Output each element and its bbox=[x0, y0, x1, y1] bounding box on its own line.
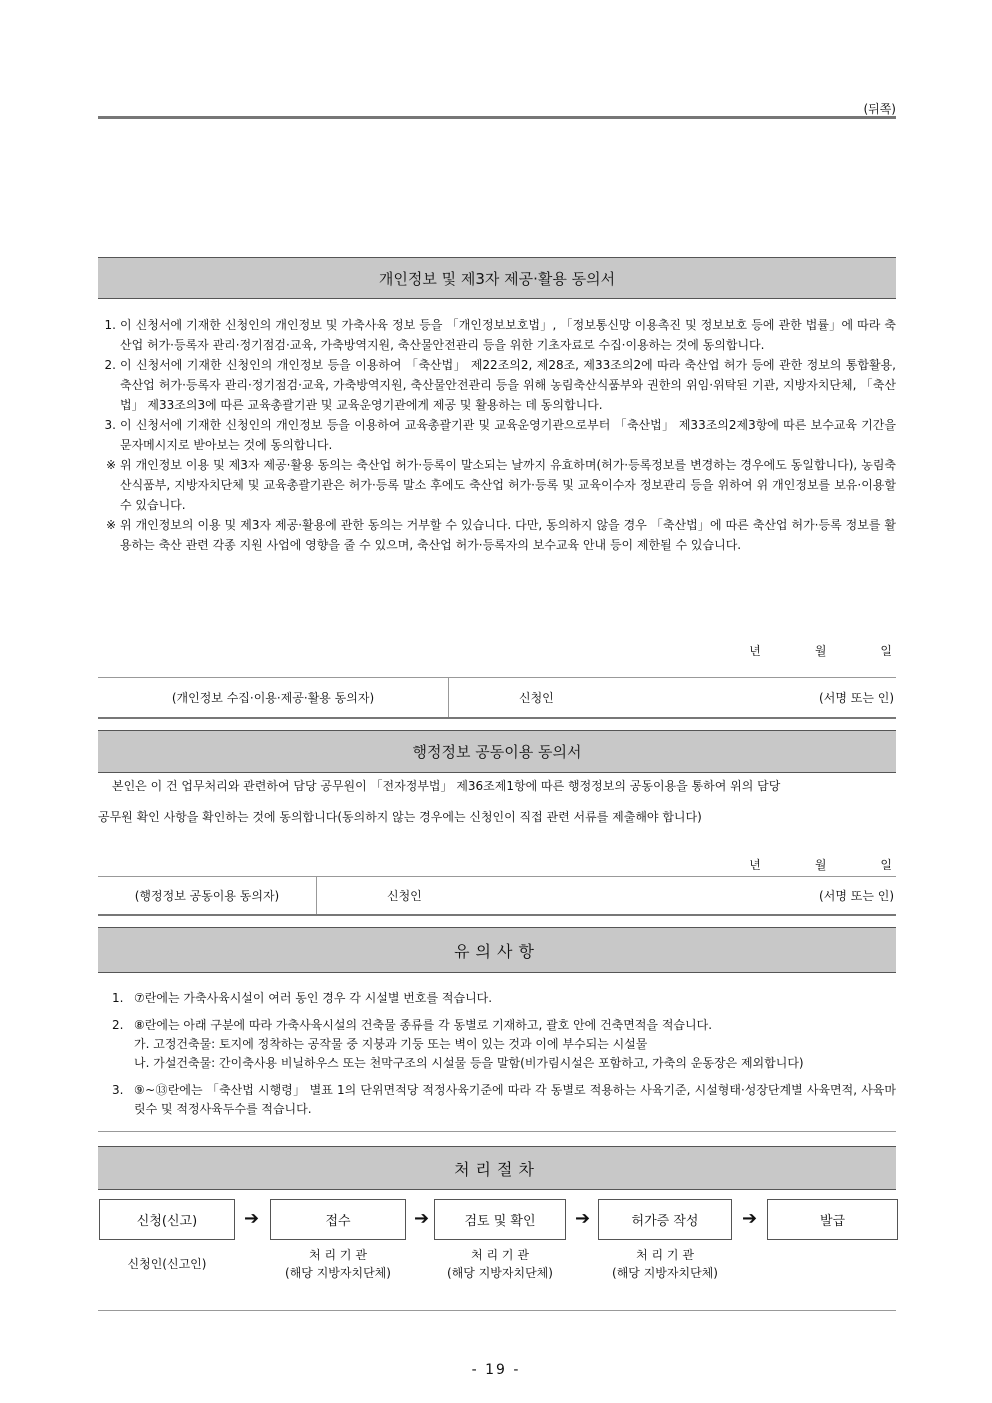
date-month: 월 bbox=[814, 644, 827, 658]
consent2-text-line2: 공무원 확인 사항을 확인하는 것에 동의합니다(동의하지 않는 경우에는 신청인이 직접 관련 서류를 제출해야 합니다) bbox=[98, 810, 702, 824]
arrow-right-icon: ➔ bbox=[742, 1208, 758, 1229]
process-actor-line: (해당 지방자치단체) bbox=[285, 1266, 391, 1280]
item-number: 3. bbox=[104, 418, 116, 432]
arrow-right-icon: ➔ bbox=[414, 1208, 430, 1229]
note-text: 위 개인정보의 이용 및 제3자 제공·활용에 관한 동의는 거부할 수 있습니다. 다만, 동의하지 않을 경우 「축산법」에 따른 축산업 허가·등록 정보를 활용하는 축산 관련 각종 지원 사업에 영향을 줄 수 있으며, 축산업 허가·등록자의 보수교육 안내 등이 제한될 수 있습니다. bbox=[120, 518, 896, 552]
item-text: ⑧란에는 아래 구분에 따라 가축사육시설의 건축물 종류를 각 동별로 기재하고, 괄호 안에 건축면적을 적습니다. bbox=[134, 1018, 713, 1032]
caution-subitem: 나. 가설건축물: 간이축사용 비닐하우스 또는 천막구조의 시설물 등을 말함(비가림시설은 포함하고, 가축의 운동장은 제외합니다) bbox=[134, 1056, 804, 1070]
consent2-sign-row bbox=[98, 876, 896, 916]
consent2-body bbox=[98, 776, 896, 827]
consent2-date bbox=[749, 856, 892, 873]
consent1-title: 개인정보 및 제3자 제공·활용 동의서 bbox=[98, 257, 896, 299]
consent2-signer-label: (행정정보 공동이용 동의자) bbox=[98, 877, 317, 914]
item-number: 2. bbox=[112, 1018, 124, 1032]
item-text: 이 신청서에 기재한 신청인의 개인정보 등을 이용하여 교육총괄기관 및 교육운영기관으로부터 「축산법」 제33조의2제3항에 따른 보수교육 기간을 문자메시지로 받아보는 것에 동의합니다. bbox=[120, 418, 896, 452]
date-day: 일 bbox=[880, 858, 892, 872]
consent2-signature-field[interactable]: (서명 또는 인) bbox=[819, 889, 894, 903]
process-actor bbox=[422, 1246, 578, 1282]
consent2-title: 행정정보 공동이용 동의서 bbox=[98, 730, 896, 773]
process-actor-line: 처 리 기 관 bbox=[636, 1248, 694, 1262]
process-actor bbox=[99, 1246, 235, 1273]
page-side-label: (뒤쪽) bbox=[863, 102, 896, 116]
item-number: 1. bbox=[104, 318, 116, 332]
process-actor-line: (해당 지방자치단체) bbox=[447, 1266, 553, 1280]
consent2-applicant-label: 신청인 bbox=[387, 889, 422, 903]
consent1-item bbox=[98, 355, 896, 415]
consent1-applicant-label: 신청인 bbox=[519, 691, 554, 705]
top-rule bbox=[98, 116, 896, 119]
process-actor bbox=[260, 1246, 416, 1282]
process-step-receive: 접수 bbox=[270, 1199, 406, 1240]
process-actor-line: 처 리 기 관 bbox=[309, 1248, 367, 1262]
arrow-right-icon: ➔ bbox=[244, 1208, 260, 1229]
date-month: 월 bbox=[814, 858, 827, 872]
item-number: 2. bbox=[104, 358, 116, 372]
consent1-date bbox=[749, 642, 892, 659]
process-step-issue: 발급 bbox=[767, 1199, 898, 1240]
consent2-text-line1: 본인은 이 건 업무처리와 관련하여 담당 공무원이 「전자정부법」 제36조제1항에 따른 행정정보의 공동이용을 통하여 위의 담당 bbox=[112, 779, 781, 793]
item-number: 1. bbox=[112, 991, 124, 1005]
caution-item bbox=[112, 1016, 896, 1073]
item-text: 이 신청서에 기재한 신청인의 개인정보 등을 이용하여 「축산법」 제22조의2, 제28조, 제33조의2에 따라 축산업 허가 등에 관한 정보의 통합활용, 축산업 허가·등록자 관리·정기점검·교육, 가축방역지원, 축산물안전관리 등을 위해 농림축산식품부와 권한의 위임·위탁된 기관, 지방자치단체, 「축산법」 제33조의3에 따른 교육총괄기관 및 교육운영기관에게 제공 및 활용하는 데 동의합니다. bbox=[120, 358, 896, 412]
date-day: 일 bbox=[880, 644, 892, 658]
page-number: - 19 - bbox=[471, 1362, 521, 1378]
process-actor bbox=[587, 1246, 743, 1282]
consent1-sign-row bbox=[98, 677, 896, 719]
consent1-signer-label: (개인정보 수집·이용·제공·활용 동의자) bbox=[98, 678, 449, 717]
process-actor-line: 처 리 기 관 bbox=[471, 1248, 529, 1262]
item-text: ⑦란에는 가축사육시설이 여러 동인 경우 각 시설별 번호를 적습니다. bbox=[134, 991, 493, 1005]
process-step-apply: 신청(신고) bbox=[99, 1199, 235, 1240]
process-actor-line: (해당 지방자치단체) bbox=[612, 1266, 718, 1280]
note-mark: ※ bbox=[105, 458, 116, 472]
caution-subitem: 가. 고정건축물: 토지에 정착하는 공작물 중 지붕과 기둥 또는 벽이 있는 것과 이에 부수되는 시설물 bbox=[134, 1037, 648, 1051]
consent1-note bbox=[98, 455, 896, 515]
note-mark: ※ bbox=[105, 518, 116, 532]
item-text: ⑨~⑬란에는 「축산법 시행령」 별표 1의 단위면적당 적정사육기준에 따라 각 동별로 적용하는 사육기준, 시설형태·성장단계별 사육면적, 사육마릿수 및 적정사육두수를 적습니다. bbox=[134, 1083, 896, 1116]
caution-divider bbox=[98, 1131, 896, 1132]
consent1-note bbox=[98, 515, 896, 555]
consent1-body bbox=[98, 315, 896, 555]
consent1-item bbox=[98, 415, 896, 455]
consent1-signature-field[interactable]: (서명 또는 인) bbox=[819, 691, 894, 705]
date-year: 년 bbox=[749, 644, 761, 658]
caution-list bbox=[112, 989, 896, 1127]
note-text: 위 개인정보 이용 및 제3자 제공·활용 동의는 축산업 허가·등록이 말소되는 날까지 유효하며(허가·등록정보를 변경하는 경우에도 동일합니다), 농림축산식품부, 지방자치단체 및 교육총괄기관은 허가·등록 말소 후에도 축산업 허가·등록 및 교육이수자 정보관리 등을 위하여 위 개인정보를 보유·이용할 수 있습니다. bbox=[120, 458, 896, 512]
arrow-right-icon: ➔ bbox=[575, 1208, 591, 1229]
caution-title: 유의사항 bbox=[98, 927, 896, 973]
process-actor-line: 신청인(신고인) bbox=[127, 1257, 207, 1271]
process-divider bbox=[98, 1310, 896, 1311]
date-year: 년 bbox=[749, 858, 761, 872]
item-number: 3. bbox=[112, 1083, 124, 1097]
process-step-review: 검토 및 확인 bbox=[434, 1199, 566, 1240]
caution-item bbox=[112, 1081, 896, 1119]
process-step-license: 허가증 작성 bbox=[598, 1199, 732, 1240]
process-title: 처리절차 bbox=[98, 1146, 896, 1190]
item-text: 이 신청서에 기재한 신청인의 개인정보 및 가축사육 정보 등을 「개인정보보호법」, 「정보통신망 이용촉진 및 정보보호 등에 관한 법률」에 따라 축산업 허가·등록자 관리·정기점검·교육, 가축방역지원, 축산물안전관리 등을 위한 기초자료로 수집·이용하는 것에 동의합니다. bbox=[120, 318, 896, 352]
consent1-item bbox=[98, 315, 896, 355]
caution-item bbox=[112, 989, 896, 1008]
